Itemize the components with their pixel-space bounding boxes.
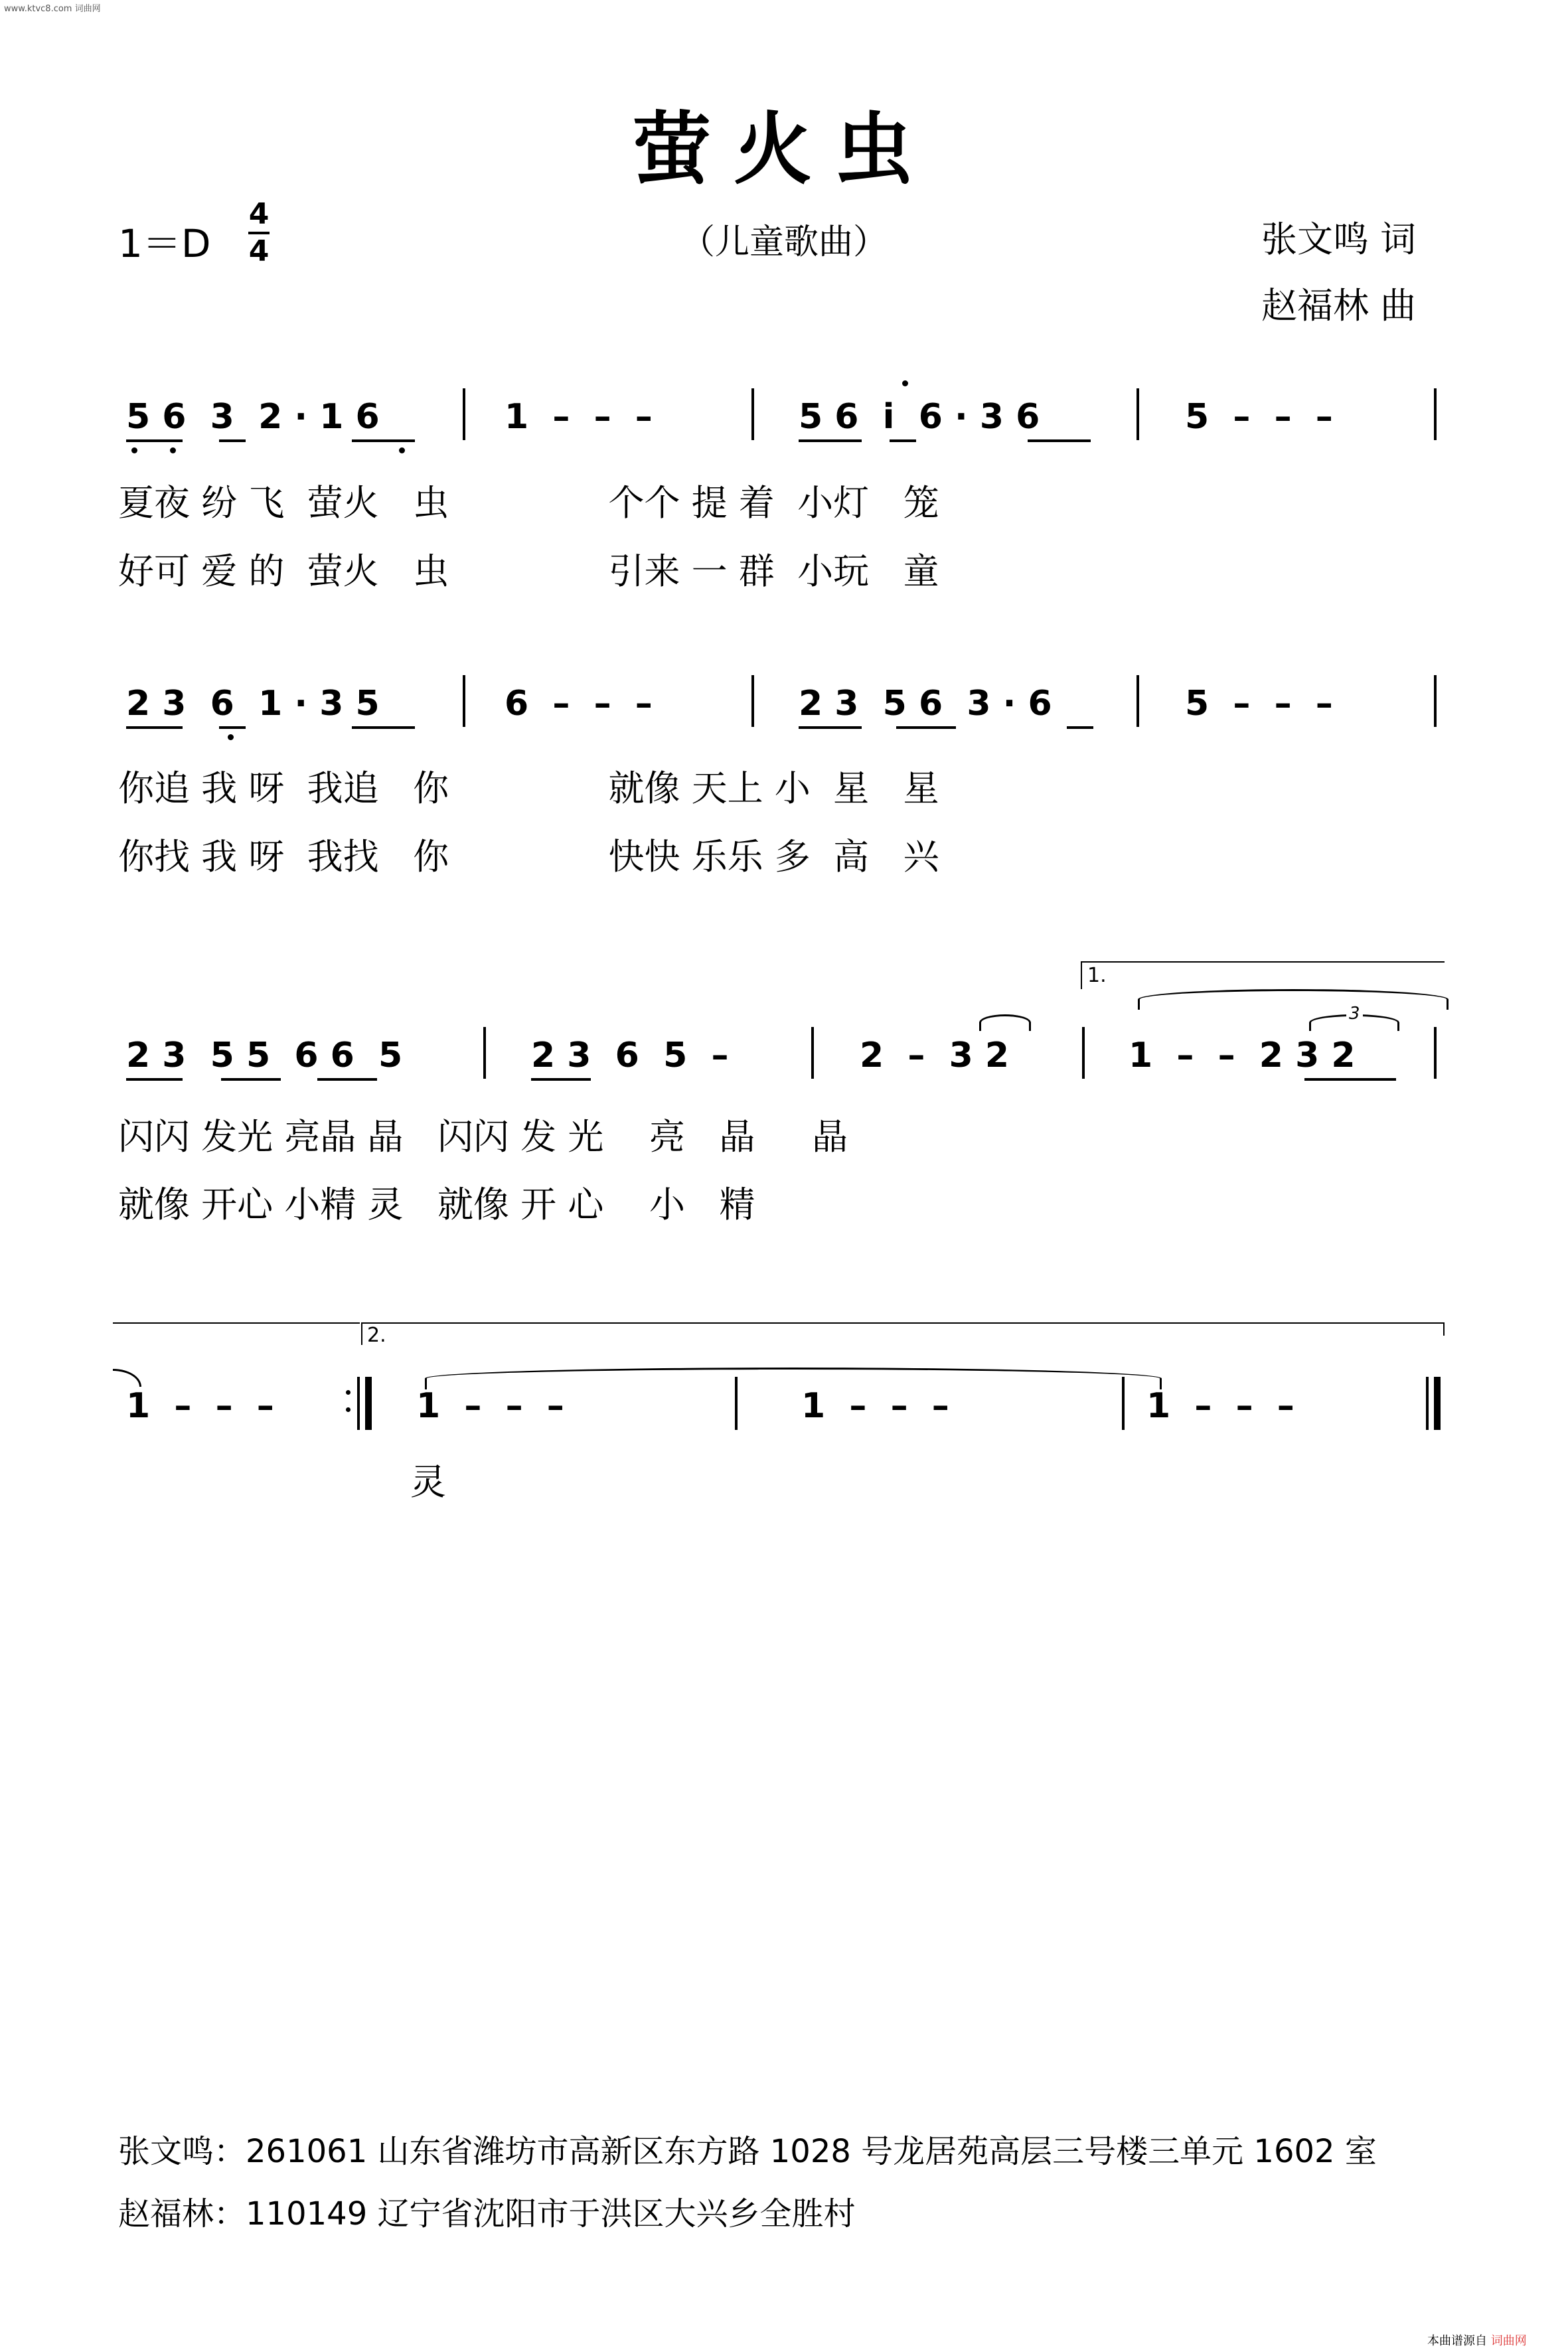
system-3-measure-2: 2 3 6 5 –	[531, 1036, 729, 1075]
barline	[1137, 388, 1139, 440]
eighth-beam	[531, 1078, 591, 1081]
volta-1-label: 1.	[1087, 964, 1107, 987]
repeat-dot	[346, 1390, 351, 1395]
system-1-measure-4: 5 – – –	[1185, 397, 1333, 437]
low-octave-dot	[228, 734, 234, 740]
composer-credit: 赵福林 曲	[1261, 285, 1417, 327]
time-signature-bottom: 4	[248, 234, 270, 268]
volta-2-bracket-right	[1443, 1322, 1445, 1336]
subtitle: （儿童歌曲）	[680, 222, 888, 262]
final-barline-thick	[1434, 1377, 1441, 1430]
system-4-measure-4: 1 – – –	[1146, 1386, 1294, 1426]
repeat-barline-thick	[365, 1377, 372, 1430]
eighth-beam	[1304, 1078, 1396, 1081]
system-4-measure-2: 1 – – –	[416, 1386, 564, 1426]
watermark-site-label: 词曲网	[1490, 2334, 1527, 2348]
barline	[811, 1027, 814, 1079]
system-4-measure-3: 1 – – –	[801, 1386, 949, 1426]
barline	[1434, 388, 1437, 440]
low-octave-dot	[170, 447, 176, 453]
barline	[1082, 1027, 1085, 1079]
repeat-barline-thin	[357, 1377, 360, 1430]
volta-1-bracket-left	[1081, 961, 1082, 989]
final-barline-thin	[1426, 1377, 1429, 1430]
lyricist-credit: 张文鸣 词	[1261, 218, 1417, 260]
eighth-beam	[126, 726, 183, 729]
watermark-top-left: www.ktvc8.com 词曲网	[4, 4, 101, 14]
volta-1-bracket-top	[1081, 961, 1445, 963]
eighth-beam	[219, 726, 246, 729]
eighth-beam	[352, 439, 415, 442]
volta-2-bracket-top	[361, 1322, 1445, 1324]
eighth-beam	[352, 726, 415, 729]
system-3-measure-3: 2 – 3 2	[860, 1036, 1010, 1075]
eighth-beam	[1067, 726, 1093, 729]
address-lyricist: 张文鸣：261061 山东省潍坊市高新区东方路 1028 号龙居苑高层三号楼三单元 1602 室	[118, 2133, 1377, 2170]
barline	[1434, 1027, 1437, 1079]
barline	[1434, 675, 1437, 727]
eighth-beam	[1028, 439, 1091, 442]
system-1-measure-1: 5 6 3 2 · 1 6	[126, 397, 380, 437]
system-3-measure-4: 1 – – 2 3 2	[1129, 1036, 1356, 1075]
eighth-beam	[126, 439, 183, 442]
song-title: 萤火虫	[632, 103, 935, 195]
barline	[751, 388, 754, 440]
watermark-bottom-right	[1427, 2331, 1527, 2349]
slur	[1138, 989, 1449, 1010]
system-1-lyrics-verse-1: 夏夜 纷 飞 萤火 虫 个个 提 着 小灯 笼	[118, 482, 939, 524]
system-2-lyrics-verse-1: 你追 我 呀 我追 你 就像 天上 小 星 星	[118, 767, 939, 809]
system-4-measure-1: 1 – – –	[126, 1386, 274, 1426]
eighth-beam	[896, 726, 956, 729]
barline	[735, 1377, 738, 1430]
eighth-beam	[126, 1078, 183, 1081]
volta-2-label: 2.	[367, 1324, 386, 1347]
eighth-beam	[799, 726, 862, 729]
barline	[463, 675, 465, 727]
low-octave-dot	[131, 447, 137, 453]
system-2-lyrics-verse-2: 你找 我 呀 我找 你 快快 乐乐 多 高 兴	[118, 836, 939, 878]
barline	[463, 388, 465, 440]
system-2-measure-4: 5 – – –	[1185, 684, 1333, 724]
eighth-beam	[317, 1078, 377, 1081]
time-signature-top: 4	[248, 197, 270, 231]
system-2-measure-1: 2 3 6 1 · 3 5	[126, 684, 380, 724]
barline	[483, 1027, 486, 1079]
system-2-measure-3: 2 3 5 6 3 · 6	[799, 684, 1052, 724]
eighth-beam	[221, 1078, 281, 1081]
volta-2-bracket-left	[361, 1322, 362, 1345]
eighth-beam	[890, 439, 916, 442]
barline	[751, 675, 754, 727]
system-3-lyrics-verse-2: 就像 开心 小精 灵 就像 开 心 小 精	[118, 1184, 755, 1225]
system-4-lyrics-verse-1: 灵	[410, 1461, 446, 1503]
eighth-beam	[799, 439, 862, 442]
triplet-label: 3	[1346, 1004, 1363, 1024]
address-composer: 赵福林：110149 辽宁省沈阳市于洪区大兴乡全胜村	[118, 2195, 856, 2233]
watermark-source-label: 本曲谱源自	[1427, 2334, 1487, 2348]
high-octave-dot	[902, 380, 908, 386]
system-2-measure-2: 6 – – –	[505, 684, 653, 724]
volta-1-continuation	[113, 1322, 360, 1324]
eighth-beam	[219, 439, 246, 442]
low-octave-dot	[399, 447, 405, 453]
slur-end	[113, 1369, 141, 1387]
system-3-measure-1: 2 3 5 5 6 6 5	[126, 1036, 403, 1075]
repeat-dot	[346, 1407, 351, 1412]
barline	[1122, 1377, 1125, 1430]
system-1-measure-3: 5 6 i 6 · 3 6	[799, 397, 1040, 437]
system-3-lyrics-verse-1: 闪闪 发光 亮晶 晶 闪闪 发 光 亮 晶 晶	[118, 1116, 848, 1158]
barline	[1137, 675, 1139, 727]
key-signature: 1＝D	[118, 221, 211, 266]
system-1-measure-2: 1 – – –	[505, 397, 653, 437]
slur	[979, 1014, 1031, 1031]
system-1-lyrics-verse-2: 好可 爱 的 萤火 虫 引来 一 群 小玩 童	[118, 550, 939, 592]
